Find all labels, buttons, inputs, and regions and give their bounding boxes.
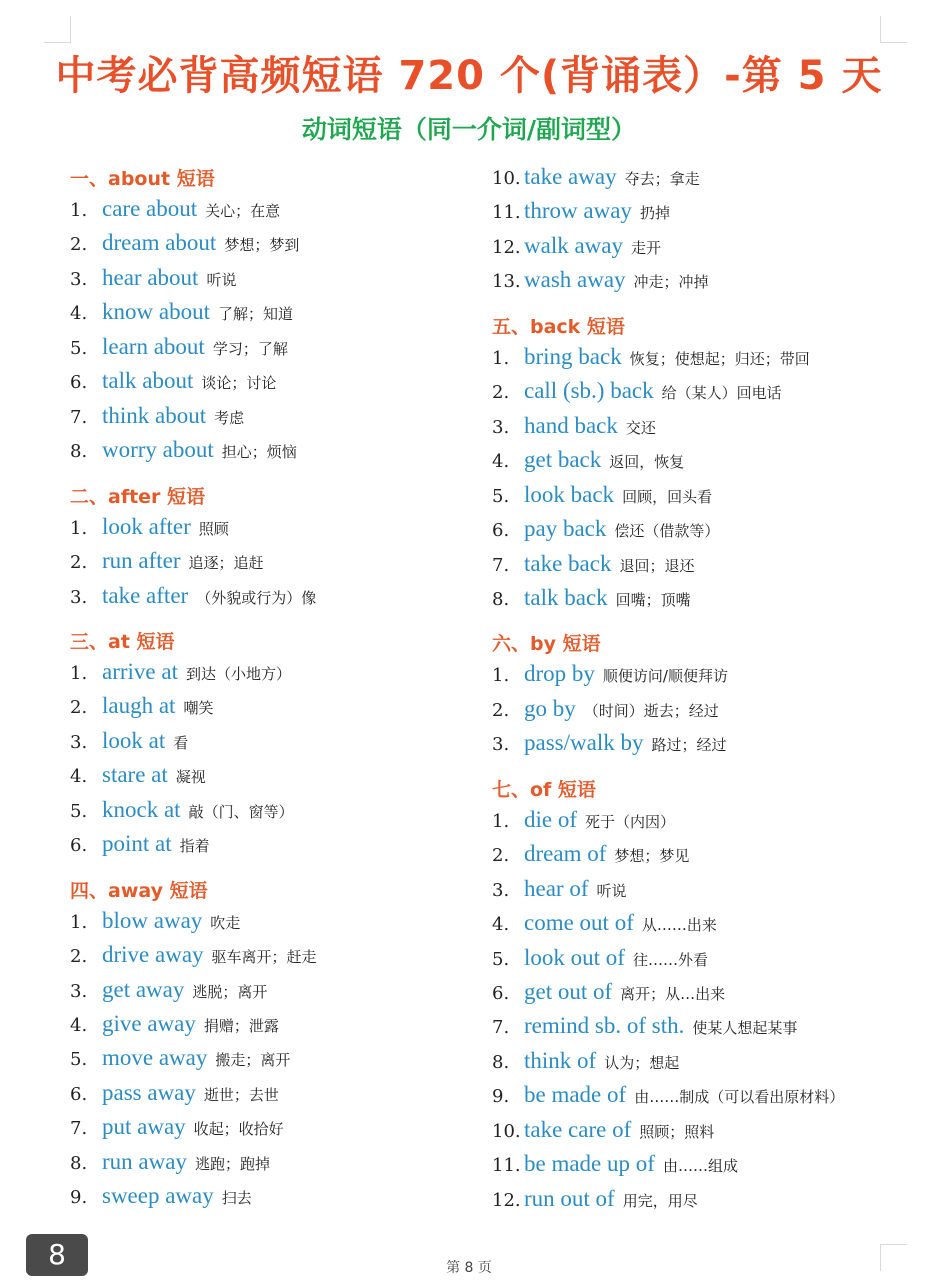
phrase-row — [492, 1113, 714, 1147]
phrase-row — [492, 692, 719, 726]
english-phrase: pay back — [524, 516, 607, 542]
section-heading: 六、by 短语 — [492, 633, 601, 656]
item-number: 12. — [492, 236, 521, 258]
item-number: 1. — [70, 662, 88, 684]
item-number: 8. — [70, 1152, 88, 1174]
chinese-meaning: 冲走；冲掉 — [633, 273, 709, 292]
chinese-meaning: 追逐；追赶 — [188, 554, 264, 573]
phrase-row — [492, 872, 627, 906]
chinese-meaning: 由……制成（可以看出原材料） — [634, 1088, 845, 1107]
chinese-meaning: 路过；经过 — [651, 736, 727, 755]
item-number: 4. — [70, 303, 88, 325]
item-number: 7. — [492, 554, 510, 576]
item-number: 11. — [492, 1155, 521, 1177]
chinese-meaning: 走开 — [631, 238, 662, 257]
chinese-meaning: 了解；知道 — [217, 305, 293, 324]
item-number: 3. — [70, 586, 88, 608]
english-phrase: dream about — [102, 230, 217, 256]
chinese-meaning: 顺便访问/顺便拜访 — [602, 667, 728, 686]
english-phrase: learn about — [102, 333, 205, 359]
item-number: 12. — [492, 1189, 521, 1211]
chinese-meaning: 学习；了解 — [212, 339, 288, 358]
phrase-row — [492, 906, 717, 940]
item-number: 2. — [70, 946, 88, 968]
chinese-meaning: 回嘴；顶嘴 — [615, 590, 691, 609]
phrase-row — [70, 399, 244, 433]
item-number: 5. — [70, 1049, 88, 1071]
english-phrase: call (sb.) back — [524, 378, 654, 404]
section-heading: 三、at 短语 — [70, 630, 175, 653]
chinese-meaning: 敲（门、窗等） — [188, 802, 294, 821]
phrase-row — [492, 657, 728, 691]
item-number: 2. — [70, 552, 88, 574]
item-number: 4. — [70, 766, 88, 788]
phrase-row — [492, 229, 661, 263]
phrase-row — [70, 973, 267, 1007]
phrase-row — [492, 374, 782, 408]
phrase-row — [492, 340, 810, 374]
chinese-meaning: 由……组成 — [662, 1157, 738, 1176]
crop-mark-top-left — [44, 16, 71, 43]
phrase-row — [492, 975, 725, 1009]
chinese-meaning: 收起；收拾好 — [193, 1120, 284, 1139]
phrase-row — [492, 1009, 797, 1043]
english-phrase: go by — [524, 695, 576, 721]
english-phrase: sweep away — [102, 1183, 214, 1209]
phrase-row — [70, 1076, 279, 1110]
chinese-meaning: 交还 — [625, 418, 656, 437]
item-number: 9. — [70, 1187, 88, 1209]
item-number: 6. — [492, 983, 510, 1004]
chinese-meaning: 死于（内因） — [585, 812, 676, 831]
phrase-row — [492, 1182, 698, 1216]
english-phrase: run out of — [524, 1185, 615, 1211]
phrase-row — [492, 478, 712, 512]
chinese-meaning: 扔掉 — [639, 204, 670, 223]
item-number: 2. — [492, 699, 510, 721]
phrase-row — [492, 726, 726, 760]
chinese-meaning: 梦想；梦到 — [224, 236, 300, 255]
chinese-meaning: 梦想；梦见 — [614, 847, 690, 866]
english-phrase: walk away — [524, 232, 623, 258]
english-phrase: dream of — [524, 841, 607, 867]
phrase-row — [492, 409, 656, 443]
page-subtitle: 动词短语（同一介词/副词型） — [301, 115, 637, 144]
english-phrase: come out of — [524, 910, 634, 936]
item-number: 1. — [492, 810, 510, 832]
item-number: 4. — [492, 914, 510, 936]
item-number: 5. — [492, 485, 510, 507]
item-number: 7. — [492, 1017, 510, 1039]
item-number: 3. — [70, 980, 88, 1002]
item-number: 1. — [70, 911, 88, 933]
english-phrase: talk about — [102, 368, 194, 394]
phrase-row — [70, 655, 291, 689]
english-phrase: run away — [102, 1148, 187, 1174]
english-phrase: get back — [524, 447, 602, 473]
item-number: 13. — [492, 271, 521, 293]
item-number: 3. — [70, 268, 88, 290]
chinese-meaning: 恢复；使想起；归还；带回 — [629, 349, 810, 368]
english-phrase: look back — [524, 481, 615, 507]
english-phrase: look at — [102, 727, 166, 753]
chinese-meaning: 照顾 — [198, 519, 229, 538]
chinese-meaning: 逝世；去世 — [203, 1085, 279, 1104]
english-phrase: take after — [102, 582, 189, 608]
phrase-row — [70, 793, 294, 827]
english-phrase: throw away — [524, 198, 632, 224]
phrase-row — [70, 689, 213, 723]
chinese-meaning: 凝视 — [175, 768, 206, 787]
chinese-meaning: 驱车离开；赶走 — [211, 948, 317, 967]
item-number: 2. — [70, 697, 88, 719]
section-heading: 二、after 短语 — [70, 485, 206, 508]
item-number: 5. — [70, 800, 88, 822]
item-number: 9. — [492, 1086, 510, 1108]
chinese-meaning: 扫去 — [221, 1189, 252, 1208]
section-heading: 五、back 短语 — [492, 315, 625, 338]
chinese-meaning: 谈论；讨论 — [201, 374, 277, 393]
english-phrase: take away — [524, 164, 617, 189]
chinese-meaning: 认为；想起 — [604, 1053, 680, 1072]
phrase-row — [70, 544, 264, 578]
item-number: 5. — [492, 948, 510, 970]
item-number: 7. — [70, 1118, 88, 1140]
english-phrase: worry about — [102, 437, 214, 463]
chinese-meaning: 逃脱；离开 — [192, 982, 268, 1001]
item-number: 4. — [492, 451, 510, 473]
item-number: 3. — [492, 734, 510, 756]
english-phrase: put away — [102, 1114, 186, 1140]
item-number: 10. — [492, 1120, 521, 1142]
english-phrase: pass away — [102, 1079, 196, 1105]
phrase-row — [70, 510, 229, 544]
page-badge[interactable]: 8 — [26, 1234, 88, 1276]
chinese-meaning: 照顾；照料 — [639, 1122, 715, 1141]
chinese-meaning: 偿还（借款等） — [614, 522, 720, 541]
chinese-meaning: 返回，恢复 — [609, 453, 685, 472]
item-number: 10. — [492, 168, 521, 189]
phrase-row — [70, 1145, 270, 1179]
chinese-meaning: 担心；烦恼 — [221, 443, 297, 462]
item-number: 3. — [70, 731, 88, 753]
item-number: 2. — [492, 845, 510, 867]
phrase-row — [492, 160, 700, 194]
phrase-row — [70, 295, 293, 329]
english-phrase: get away — [102, 976, 185, 1002]
phrase-row — [70, 330, 288, 364]
phrase-row — [70, 1041, 290, 1075]
english-phrase: drive away — [102, 942, 204, 968]
english-phrase: point at — [102, 831, 172, 857]
chinese-meaning: 搬走；离开 — [215, 1051, 291, 1070]
chinese-meaning: 逃跑；跑掉 — [194, 1154, 270, 1173]
chinese-meaning: 吹走 — [210, 913, 241, 932]
chinese-meaning: 看 — [173, 733, 189, 752]
item-number: 8. — [70, 441, 88, 463]
english-phrase: give away — [102, 1011, 196, 1036]
phrase-row — [70, 192, 280, 226]
phrase-row — [70, 364, 276, 398]
chinese-meaning: 使某人想起某事 — [692, 1019, 798, 1038]
chinese-meaning: 指着 — [179, 837, 210, 856]
item-number: 4. — [70, 1015, 88, 1036]
item-number: 3. — [492, 416, 510, 438]
english-phrase: wash away — [524, 267, 626, 293]
item-number: 1. — [70, 200, 88, 221]
english-phrase: think about — [102, 402, 207, 428]
phrase-row — [70, 827, 210, 861]
chinese-meaning: 听说 — [596, 881, 627, 900]
chinese-meaning: 从……出来 — [641, 916, 717, 935]
phrase-row — [70, 758, 206, 792]
english-phrase: laugh at — [102, 693, 176, 719]
english-phrase: knock at — [102, 796, 181, 822]
chinese-meaning: 往……外看 — [632, 950, 708, 969]
phrase-row — [492, 547, 695, 581]
english-phrase: hand back — [524, 412, 618, 438]
chinese-meaning: （外貌或行为）像 — [196, 588, 317, 607]
english-phrase: talk back — [524, 584, 608, 610]
phrase-row — [70, 1007, 279, 1041]
phrase-row — [492, 194, 670, 228]
chinese-meaning: 退回；退还 — [619, 556, 695, 575]
english-phrase: be made up of — [524, 1151, 655, 1177]
english-phrase: take back — [524, 550, 612, 576]
english-phrase: drop by — [524, 661, 595, 687]
chinese-meaning: 关心；在意 — [205, 202, 281, 220]
phrase-row — [70, 904, 240, 938]
english-phrase: care about — [102, 196, 198, 221]
item-number: 1. — [492, 665, 510, 687]
english-phrase: blow away — [102, 907, 203, 933]
english-phrase: know about — [102, 299, 210, 325]
phrase-row — [492, 1044, 679, 1078]
chinese-meaning: 用完，用尽 — [622, 1191, 698, 1210]
phrase-row — [70, 261, 236, 295]
item-number: 8. — [492, 1051, 510, 1073]
item-number: 6. — [70, 1083, 88, 1105]
section-heading: 一、about 短语 — [70, 168, 215, 190]
phrase-row — [492, 1078, 844, 1112]
page-title: 中考必背高频短语 720 个(背诵表）-第 5 天 — [55, 53, 883, 99]
item-number: 2. — [70, 234, 88, 256]
chinese-meaning: 听说 — [206, 270, 237, 289]
english-phrase: get out of — [524, 979, 613, 1004]
chinese-meaning: 嘲笑 — [183, 699, 214, 718]
english-phrase: bring back — [524, 343, 622, 369]
chinese-meaning: 到达（小地方） — [185, 664, 291, 683]
item-number: 8. — [492, 588, 510, 610]
item-number: 3. — [492, 879, 510, 901]
phrase-row — [70, 938, 317, 972]
phrase-row — [492, 1147, 738, 1181]
english-phrase: run after — [102, 548, 181, 574]
english-phrase: think of — [524, 1047, 597, 1073]
english-phrase: remind sb. of sth. — [524, 1013, 685, 1039]
item-number: 6. — [70, 372, 88, 394]
english-phrase: take care of — [524, 1116, 632, 1142]
phrase-row — [70, 1179, 252, 1213]
chinese-meaning: （时间）逝去；经过 — [583, 701, 719, 720]
item-number: 6. — [492, 520, 510, 542]
phrase-row — [70, 1110, 284, 1144]
english-phrase: be made of — [524, 1082, 627, 1108]
section-heading: 四、away 短语 — [70, 879, 208, 902]
item-number: 1. — [492, 347, 510, 369]
phrase-row — [70, 433, 297, 467]
chinese-meaning: 离开；从…出来 — [620, 985, 726, 1003]
chinese-meaning: 回顾，回头看 — [622, 487, 713, 506]
english-phrase: look after — [102, 513, 191, 539]
phrase-row — [492, 581, 691, 615]
phrase-row — [492, 837, 689, 871]
english-phrase: hear about — [102, 264, 199, 290]
chinese-meaning: 夺去；拿走 — [624, 170, 700, 188]
phrase-row — [70, 226, 299, 260]
crop-mark-top-right — [880, 16, 907, 43]
item-number: 5. — [70, 337, 88, 359]
english-phrase: move away — [102, 1045, 208, 1071]
phrase-row — [492, 941, 708, 975]
phrase-row — [70, 724, 188, 758]
english-phrase: hear of — [524, 875, 589, 901]
phrase-row — [492, 512, 719, 546]
item-number: 7. — [70, 406, 88, 428]
english-phrase: arrive at — [102, 658, 178, 684]
phrase-row — [70, 579, 316, 613]
item-number: 1. — [70, 517, 88, 539]
chinese-meaning: 给（某人）回电话 — [661, 384, 782, 403]
item-number: 2. — [492, 382, 510, 404]
item-number: 11. — [492, 202, 521, 224]
chinese-meaning: 捐赠；泄露 — [203, 1017, 279, 1035]
item-number: 6. — [70, 835, 88, 857]
english-phrase: stare at — [102, 762, 168, 788]
phrase-row — [492, 803, 675, 837]
phrase-row — [492, 443, 684, 477]
english-phrase: pass/walk by — [524, 730, 644, 756]
english-phrase: die of — [524, 806, 578, 832]
phrase-row — [492, 263, 709, 297]
chinese-meaning: 考虑 — [214, 408, 245, 427]
page-number: 第 8 页 — [446, 1260, 492, 1276]
english-phrase: look out of — [524, 944, 625, 970]
section-heading: 七、of 短语 — [492, 778, 596, 801]
